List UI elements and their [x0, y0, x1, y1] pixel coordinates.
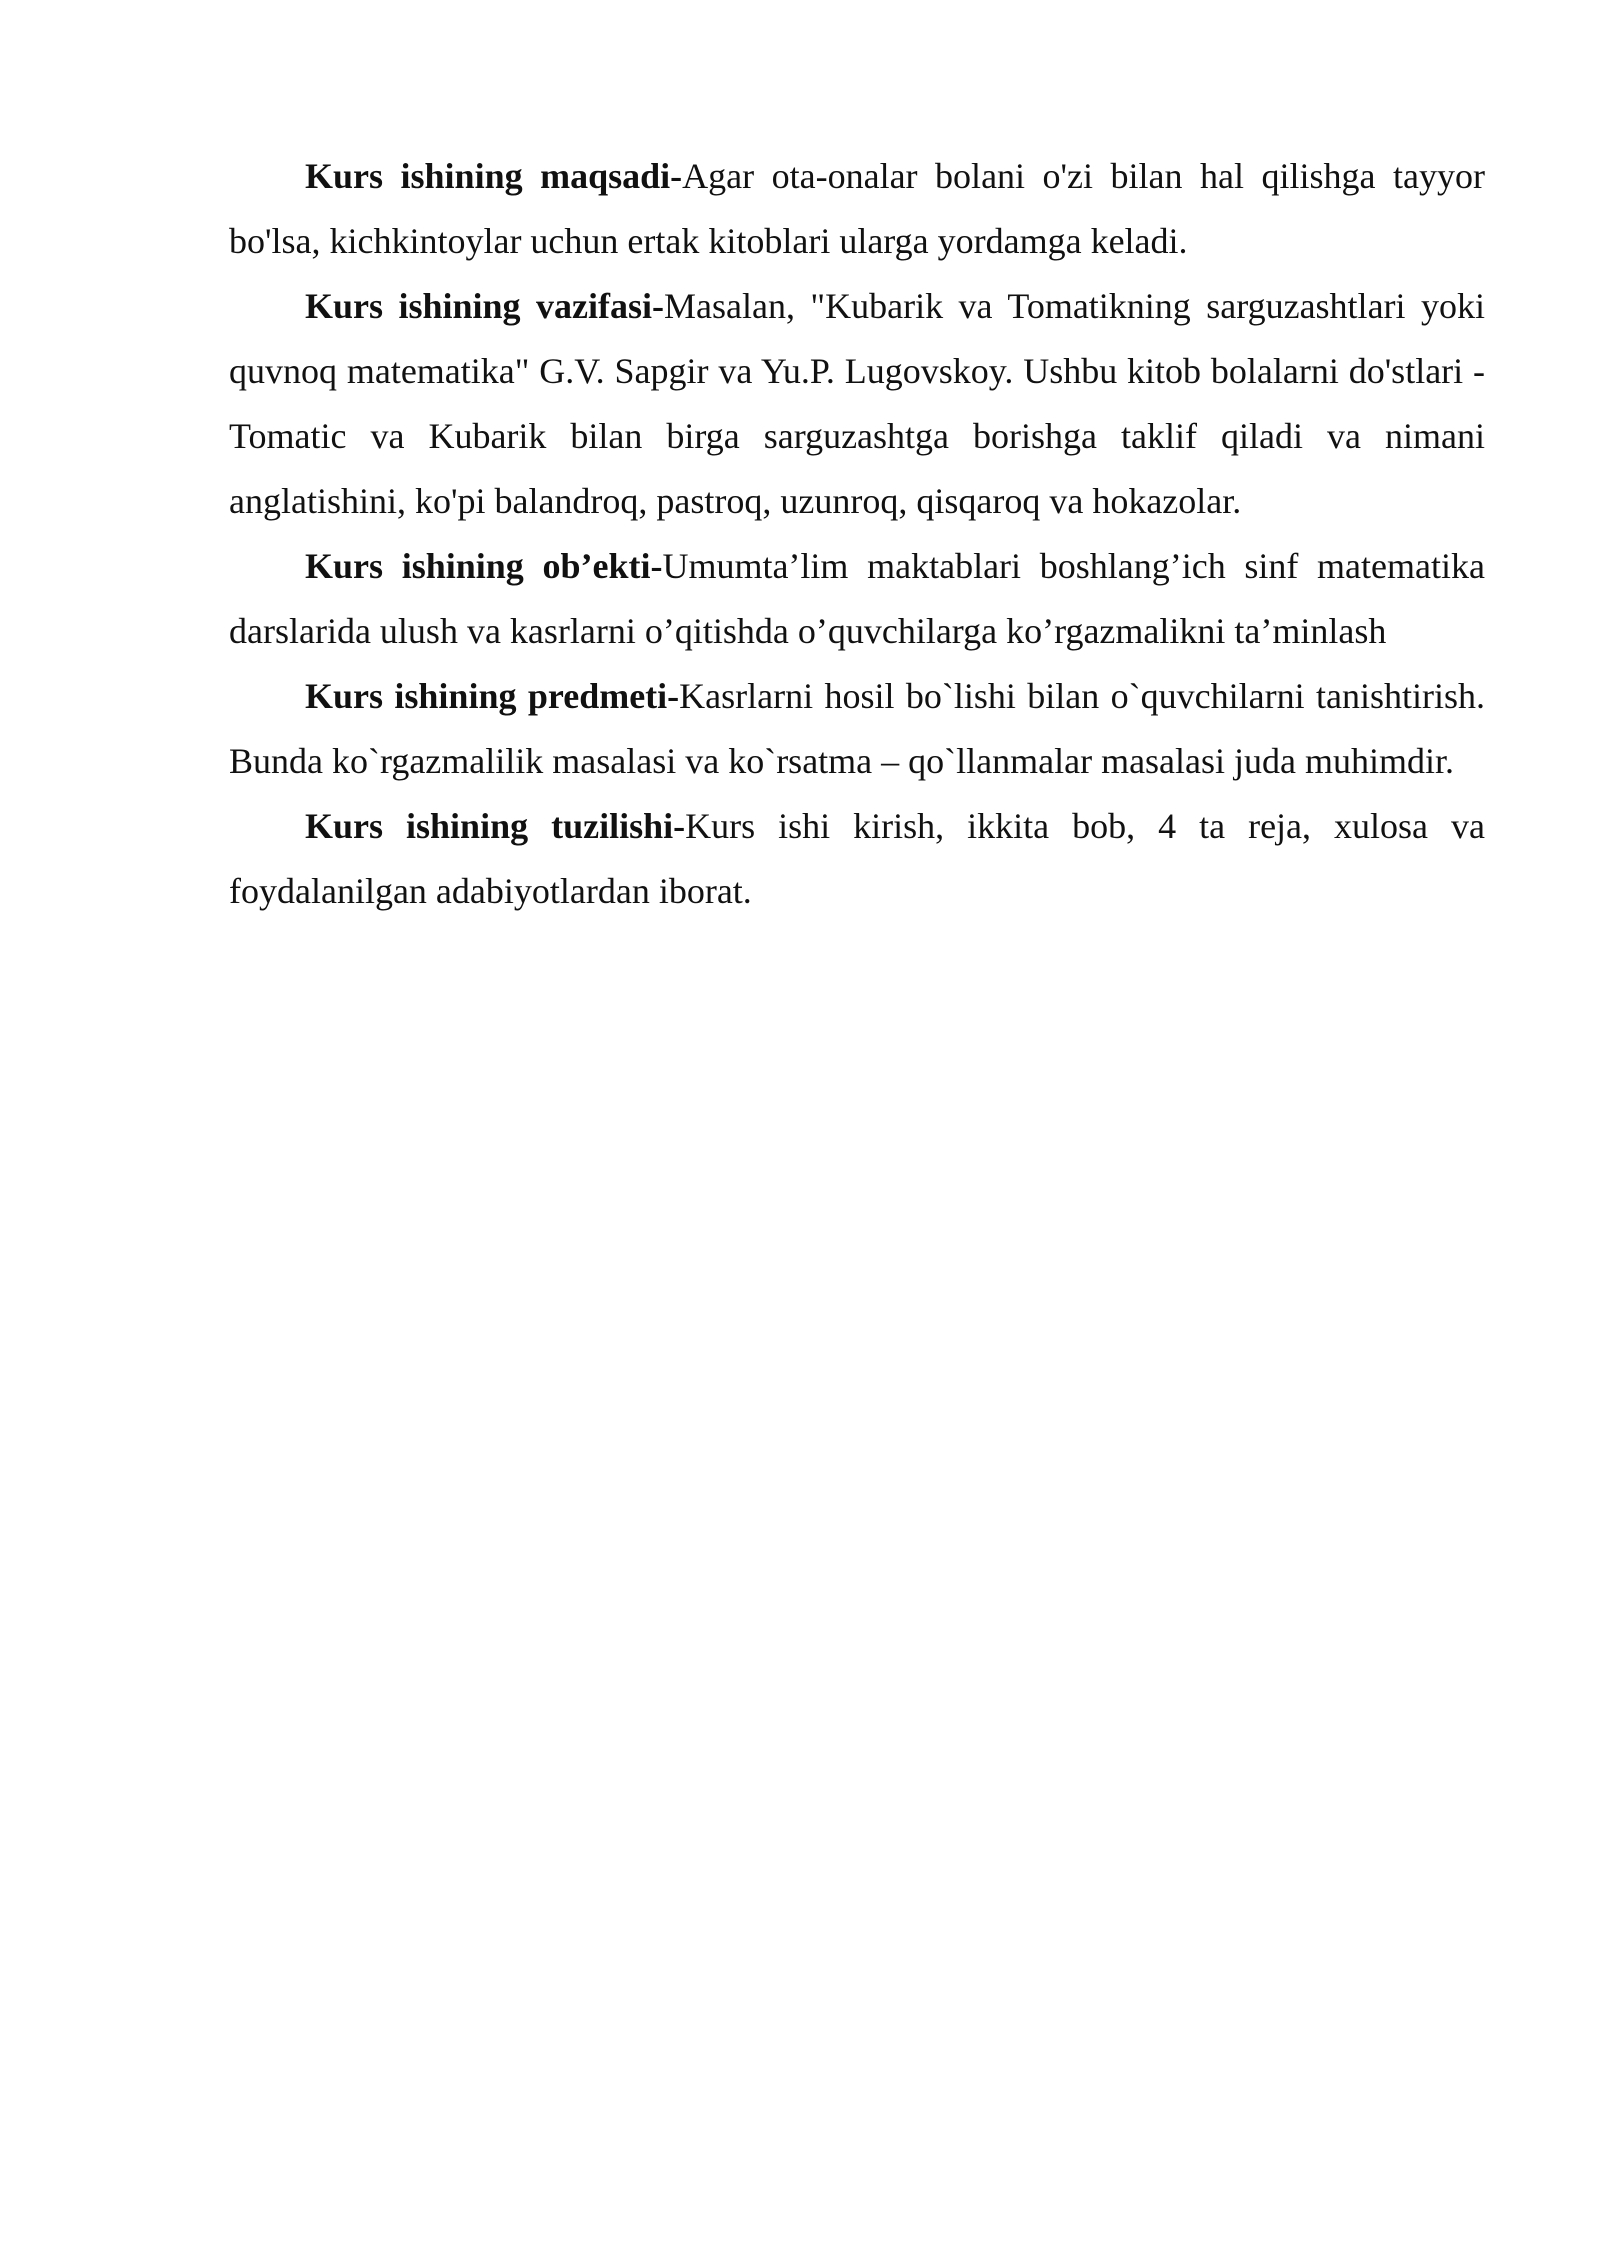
- paragraph-text: Agar ota-onalar bolani o'zi bilan hal qilishga tayyor bo'lsa, kichkintoylar uchun ertak kitoblari ularga yordamga keladi.: [229, 156, 1485, 261]
- paragraph-vazifasi: [229, 274, 1485, 534]
- paragraph-text: Umumta’lim maktablari boshlang’ich sinf matematika darslarida ulush va kasrlarni o’qitishda o’quvchilarga ko’rgazmalikni ta’minlash: [229, 546, 1485, 651]
- paragraph-lead: Kurs ishining vazifasi-: [305, 286, 664, 326]
- paragraph-lead: Kurs ishining tuzilishi-: [305, 806, 686, 846]
- paragraph-lead: Kurs ishining maqsadi-: [305, 156, 683, 196]
- paragraph-lead: Kurs ishining ob’ekti-: [305, 546, 663, 586]
- document-body: [229, 144, 1485, 924]
- paragraph-lead: Kurs ishining predmeti-: [305, 676, 680, 716]
- paragraph-maqsadi: [229, 144, 1485, 274]
- paragraph-text: Kasrlarni hosil bo`lishi bilan o`quvchilarni tanishtirish. Bunda ko`rgazmalilik masalasi va ko`rsatma – qo`llanmalar masalasi juda muhimdir.: [229, 676, 1485, 781]
- paragraph-obekti: [229, 534, 1485, 664]
- paragraph-text: Kurs ishi kirish, ikkita bob, 4 ta reja, xulosa va foydalanilgan adabiyotlardan iborat.: [229, 806, 1485, 911]
- paragraph-predmeti: [229, 664, 1485, 794]
- paragraph-text: Masalan, "Kubarik va Tomatikning sarguzashtlari yoki quvnoq matematika" G.V. Sapgir va Yu.P. Lugovskoy. Ushbu kitob bolalarni do'stlari - Tomatic va Kubarik bilan birga sarguzashtga borishga taklif qiladi va nimani anglatishini, ko'pi balandroq, pastroq, uzunroq, qisqaroq va hokazolar.: [229, 286, 1485, 521]
- paragraph-tuzilishi: [229, 794, 1485, 924]
